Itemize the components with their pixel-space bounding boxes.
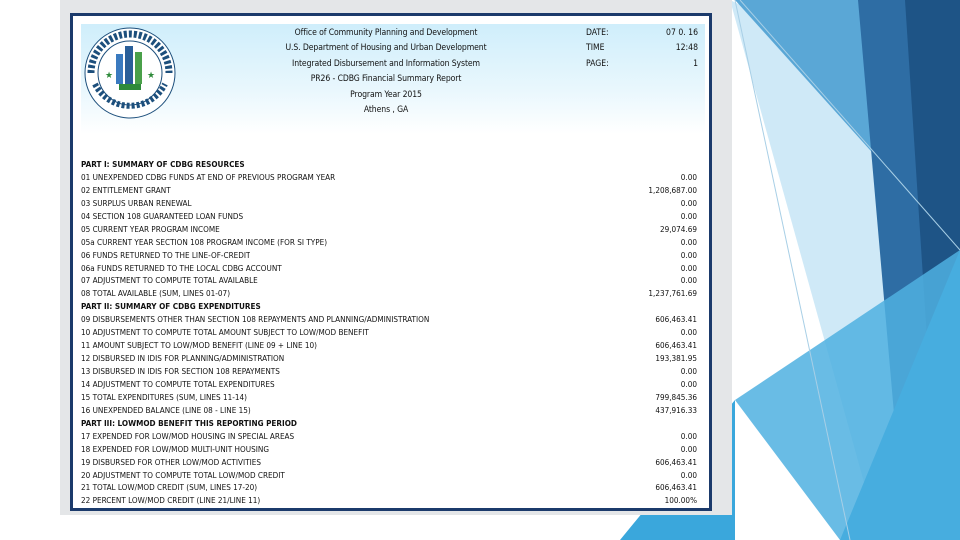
line-value xyxy=(697,300,705,313)
report-line xyxy=(81,456,705,469)
line-label: 08 TOTAL AVAILABLE (SUM, LINES 01-07) xyxy=(81,288,231,299)
report-line xyxy=(81,494,705,507)
report-document xyxy=(70,13,712,511)
report-header xyxy=(81,24,705,134)
report-line xyxy=(81,184,705,197)
line-value: 606,463.41 xyxy=(655,340,697,351)
report-line xyxy=(81,469,705,482)
title-line: U.S. Department of Housing and Urban Development xyxy=(285,43,487,54)
line-value: 606,463.41 xyxy=(655,482,697,493)
line-label: 11 AMOUNT SUBJECT TO LOW/MOD BENEFIT (LINE 09 + LINE 10) xyxy=(81,340,318,351)
line-label: 16 UNEXPENDED BALANCE (LINE 08 - LINE 15) xyxy=(81,404,251,415)
line-label: 03 SURPLUS URBAN RENEWAL xyxy=(81,197,192,208)
report-line xyxy=(81,313,705,326)
line-value: 799,845.36 xyxy=(655,391,697,402)
line-value: 0.00 xyxy=(680,236,697,247)
line-label: 18 EXPENDED FOR LOW/MOD MULTI-UNIT HOUSING xyxy=(81,443,269,454)
svg-text:★: ★ xyxy=(147,71,156,81)
meta-label: PAGE: xyxy=(586,58,609,69)
line-label: 20 ADJUSTMENT TO COMPUTE TOTAL LOW/MOD CREDIT xyxy=(81,469,285,480)
line-label: 21 TOTAL LOW/MOD CREDIT (SUM, LINES 17-20) xyxy=(81,482,258,493)
line-value: 0.00 xyxy=(680,378,697,389)
line-value xyxy=(697,417,705,430)
line-value: 0.00 xyxy=(680,197,697,208)
meta-date xyxy=(586,26,698,41)
report-line xyxy=(81,287,705,300)
line-label: 22 PERCENT LOW/MOD CREDIT (LINE 21/LINE 11) xyxy=(81,495,261,506)
report-line xyxy=(81,352,705,365)
line-label: PART I: SUMMARY OF CDBG RESOURCES xyxy=(81,159,245,169)
line-value: 606,463.41 xyxy=(655,314,697,325)
title-line: Program Year 2015 xyxy=(350,89,422,100)
line-label: 15 TOTAL EXPENDITURES (SUM, LINES 11-14) xyxy=(81,391,247,402)
report-line xyxy=(81,274,705,287)
report-line xyxy=(81,404,705,417)
report-line xyxy=(81,326,705,339)
line-label: 14 ADJUSTMENT TO COMPUTE TOTAL EXPENDITURES xyxy=(81,378,275,389)
line-label: 04 SECTION 108 GUARANTEED LOAN FUNDS xyxy=(81,210,244,221)
line-value: 437,916.33 xyxy=(655,404,697,415)
meta-time xyxy=(586,41,698,56)
title-line: Office of Community Planning and Development xyxy=(294,28,478,38)
line-value: 0.00 xyxy=(680,210,697,221)
line-label: 01 UNEXPENDED CDBG FUNDS AT END OF PREVIOUS PROGRAM YEAR xyxy=(81,171,336,182)
line-value: 0.00 xyxy=(680,469,697,480)
meta-value: 12:48 xyxy=(675,43,698,54)
line-label: 06 FUNDS RETURNED TO THE LINE-OF-CREDIT xyxy=(81,249,251,260)
line-value: 1,237,761.69 xyxy=(648,288,697,299)
line-label: 13 DISBURSED IN IDIS FOR SECTION 108 REPAYMENTS xyxy=(81,366,280,376)
line-value: 0.00 xyxy=(680,430,697,441)
report-line xyxy=(81,365,705,378)
title-line: PR26 - CDBG Financial Summary Report xyxy=(310,74,462,85)
line-value: 0.00 xyxy=(680,443,697,454)
line-label: 05 CURRENT YEAR PROGRAM INCOME xyxy=(81,223,220,234)
line-value: 0.00 xyxy=(680,171,697,182)
report-line xyxy=(81,210,705,223)
report-line xyxy=(81,339,705,352)
line-value: 1,208,687.00 xyxy=(648,184,697,195)
line-value: 29,074.69 xyxy=(659,223,697,234)
section-heading xyxy=(81,158,705,171)
line-label: 02 ENTITLEMENT GRANT xyxy=(81,184,171,195)
line-value: 0.00 xyxy=(680,327,697,338)
line-label: 09 DISBURSEMENTS OTHER THAN SECTION 108 REPAYMENTS AND PLANNING/ADMINISTRATION xyxy=(81,314,430,325)
line-label: 07 ADJUSTMENT TO COMPUTE TOTAL AVAILABLE xyxy=(81,275,258,286)
line-label: PART II: SUMMARY OF CDBG EXPENDITURES xyxy=(81,301,261,312)
report-line xyxy=(81,391,705,404)
report-line xyxy=(81,197,705,210)
report-line xyxy=(81,378,705,391)
line-label: 12 DISBURSED IN IDIS FOR PLANNING/ADMINISTRATION xyxy=(81,353,285,364)
report-line xyxy=(81,430,705,443)
line-value: 0.00 xyxy=(680,249,697,260)
line-label: 10 ADJUSTMENT TO COMPUTE TOTAL AMOUNT SUBJECT TO LOW/MOD BENEFIT xyxy=(81,327,369,338)
title-line: Integrated Disbursement and Information System xyxy=(292,58,480,69)
line-value: 100.00% xyxy=(664,495,697,506)
section-heading xyxy=(81,300,705,313)
meta-value: 07 0. 16 xyxy=(666,28,698,38)
line-value: 193,381.95 xyxy=(655,353,697,364)
line-label: PART III: LOWMOD BENEFIT THIS REPORTING PERIOD xyxy=(81,417,297,428)
report-line xyxy=(81,262,705,275)
hud-seal-icon xyxy=(83,26,177,120)
line-label: 19 DISBURSED FOR OTHER LOW/MOD ACTIVITIES xyxy=(81,456,261,467)
report-line xyxy=(81,223,705,236)
line-value: 0.00 xyxy=(680,366,697,376)
title-line: Athens , GA xyxy=(363,105,409,116)
report-line xyxy=(81,443,705,456)
line-value: 0.00 xyxy=(680,275,697,286)
report-meta xyxy=(586,26,698,72)
line-value xyxy=(697,158,705,171)
report-title-block xyxy=(271,26,501,118)
report-line xyxy=(81,171,705,184)
svg-text:★: ★ xyxy=(105,71,114,81)
report-line xyxy=(81,236,705,249)
line-value: 606,463.41 xyxy=(655,456,697,467)
section-heading xyxy=(81,417,705,430)
meta-value: 1 xyxy=(693,58,698,69)
line-value: 0.00 xyxy=(680,262,697,273)
meta-label: DATE: xyxy=(586,28,609,38)
report-line xyxy=(81,481,705,494)
line-label: 05a CURRENT YEAR SECTION 108 PROGRAM INCOME (FOR SI TYPE) xyxy=(81,236,328,247)
line-label: 17 EXPENDED FOR LOW/MOD HOUSING IN SPECIAL AREAS xyxy=(81,430,295,441)
meta-page xyxy=(586,57,698,72)
meta-label: TIME xyxy=(586,43,605,54)
report-line xyxy=(81,249,705,262)
report-lines xyxy=(81,158,705,507)
line-label: 06a FUNDS RETURNED TO THE LOCAL CDBG ACCOUNT xyxy=(81,262,282,273)
